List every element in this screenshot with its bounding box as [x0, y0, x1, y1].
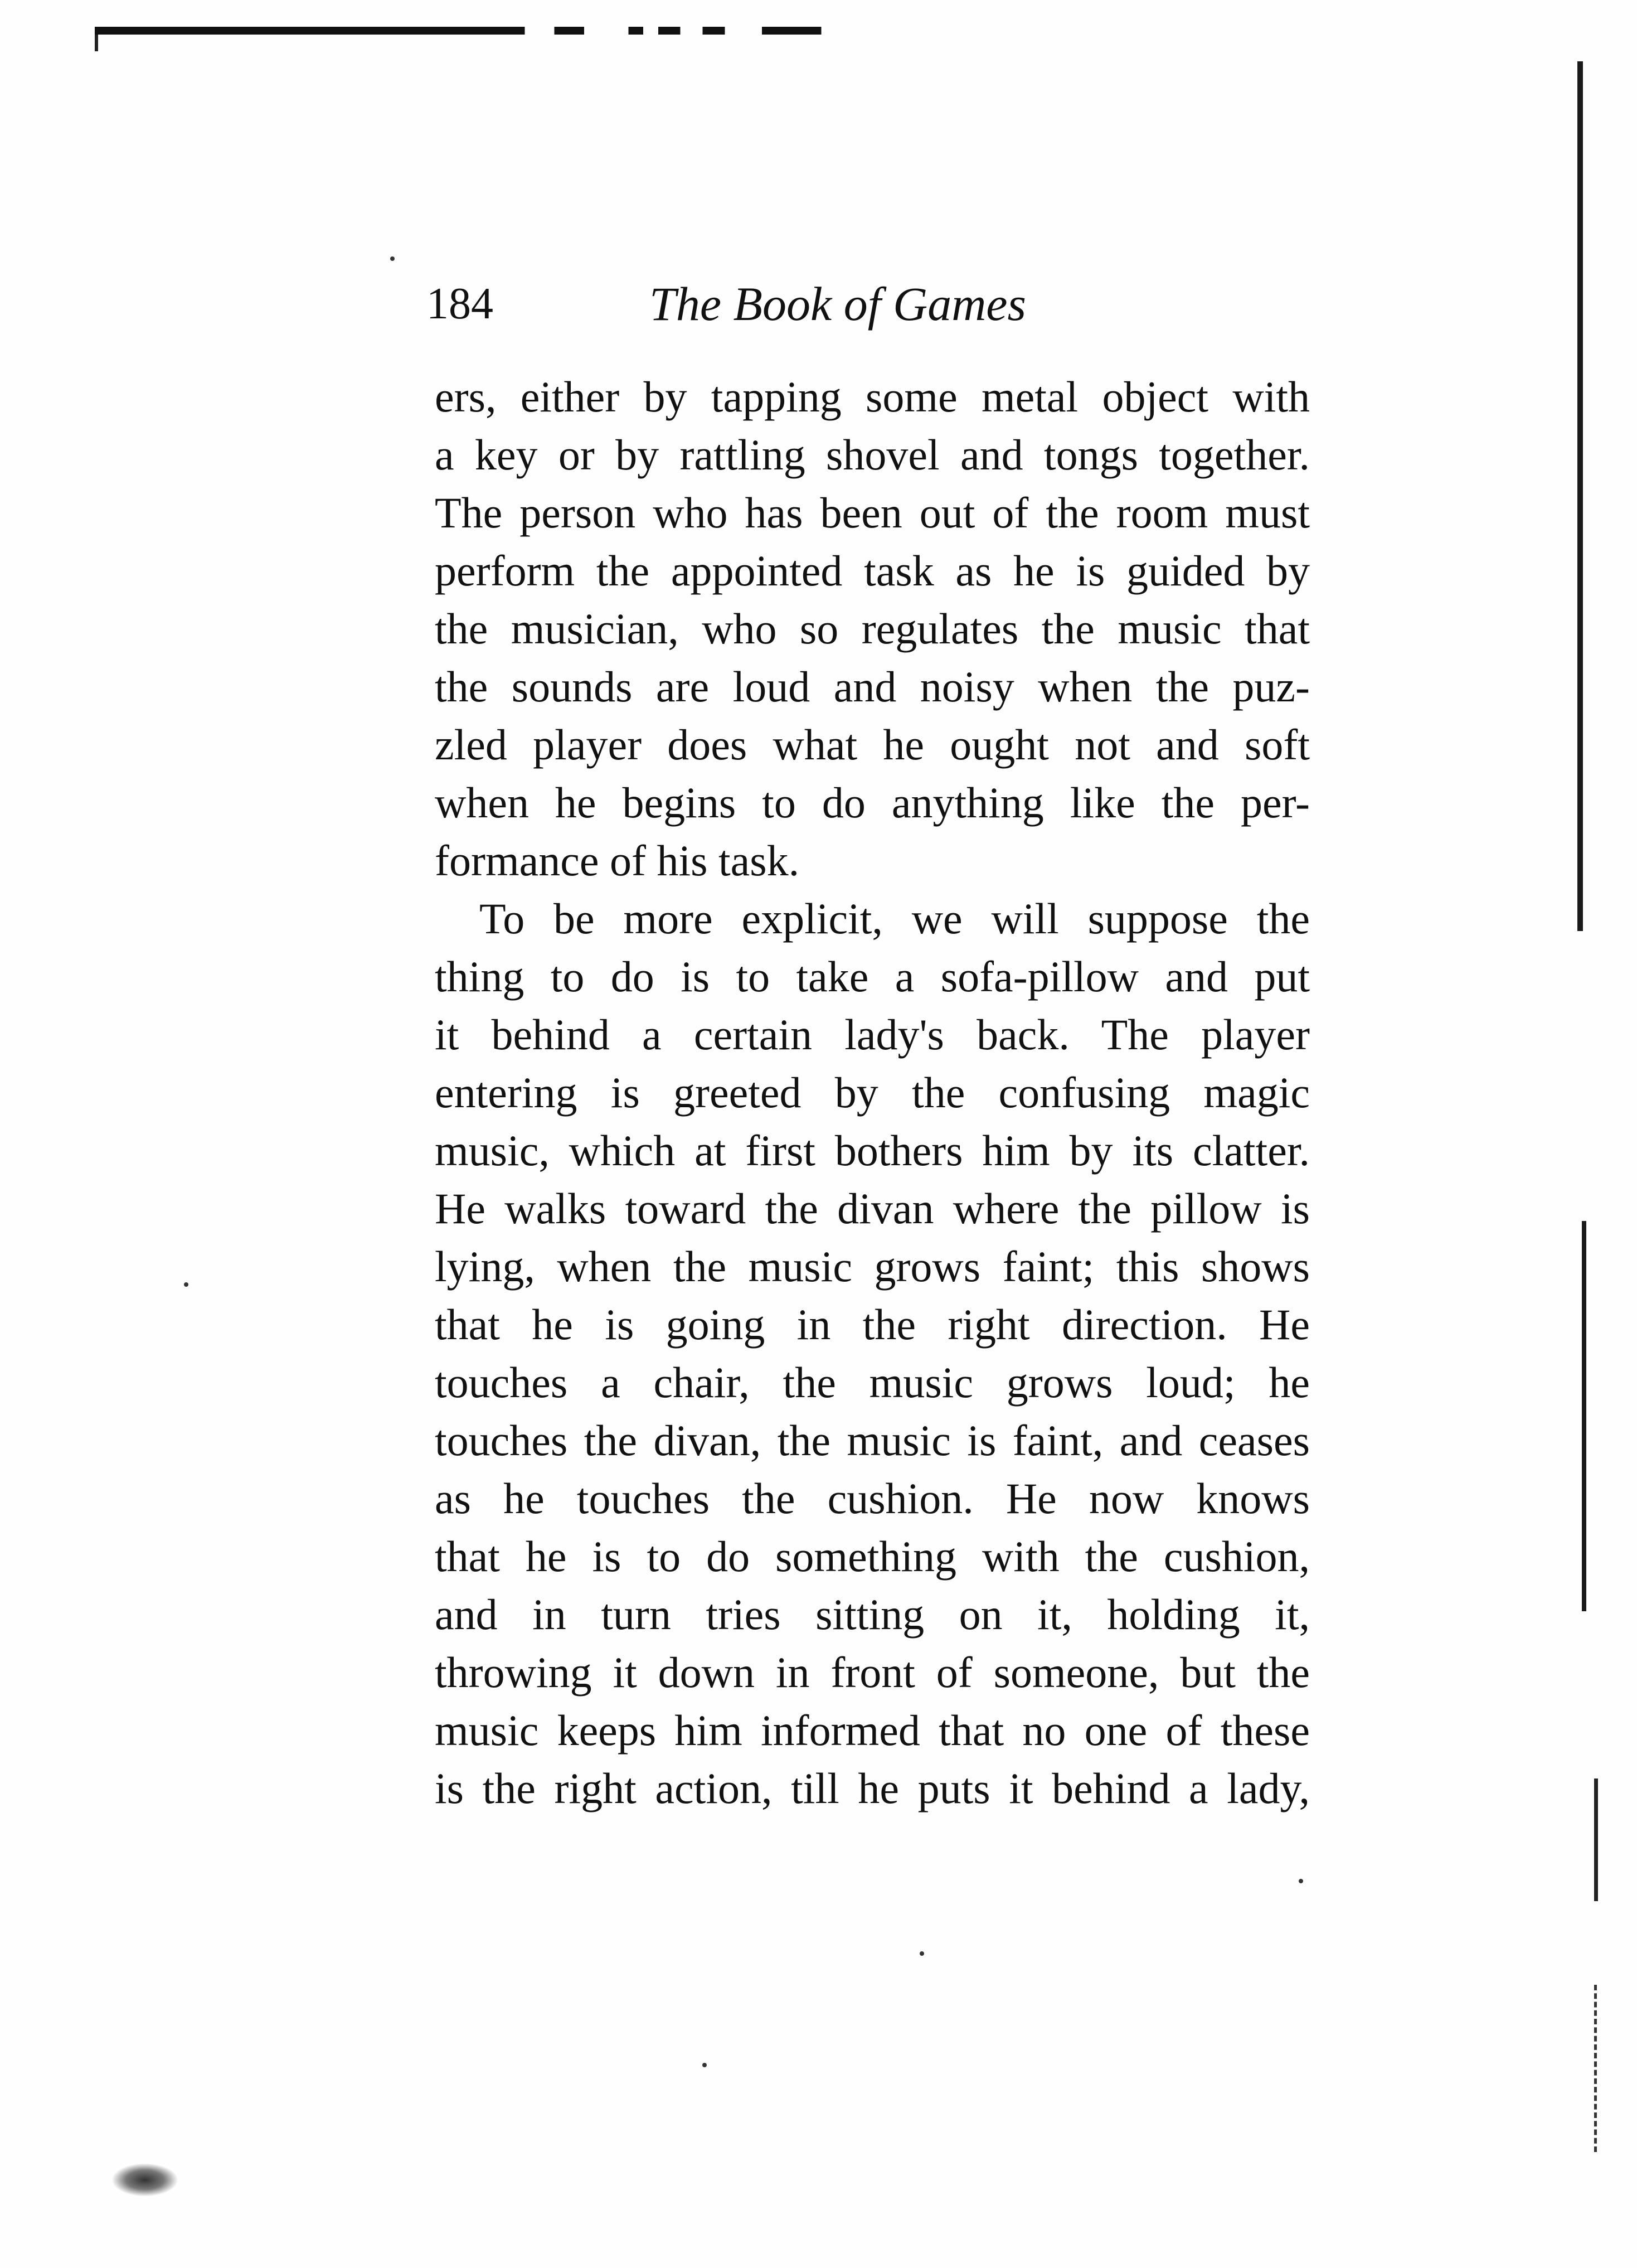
text-line: touches a chair, the music grows loud; he [435, 1358, 1310, 1407]
text-line: when he begins to do anything like the per- [435, 778, 1310, 827]
text-line: is the right action, till he puts it behind a lady, [435, 1764, 1310, 1813]
running-title: The Book of Games [649, 277, 1026, 331]
text-line: The person who has been out of the room must [435, 488, 1310, 537]
paragraph [435, 890, 1310, 1818]
text-line: formance of his task. [435, 836, 800, 885]
text-line: To be more explicit, we will suppose the [479, 894, 1310, 943]
page-number: 184 [426, 279, 493, 328]
text-line: He walks toward the divan where the pillow is [435, 1184, 1310, 1233]
text-line: the musician, who so regulates the music that [435, 604, 1310, 653]
text-line: it behind a certain lady's back. The player [435, 1010, 1310, 1059]
text-line: lying, when the music grows faint; this shows [435, 1242, 1310, 1291]
scan-edge-right-lower [1582, 1221, 1592, 1611]
text-line: entering is greeted by the confusing magic [435, 1068, 1310, 1117]
text-line: and in turn tries sitting on it, holding it, [435, 1590, 1310, 1639]
text-line: touches the divan, the music is faint, and ceases [435, 1416, 1310, 1465]
text-line: that he is to do something with the cushion, [435, 1532, 1310, 1581]
scan-edge-right-dashes [1594, 1985, 1600, 2152]
scan-speck [1299, 1879, 1303, 1883]
text-line: the sounds are loud and noisy when the puz- [435, 662, 1310, 711]
text-line: perform the appointed task as he is guided by [435, 546, 1310, 595]
scan-edge-right-mark [1594, 1778, 1602, 1901]
text-line: that he is going in the right direction. He [435, 1300, 1310, 1349]
scan-edge-top-stub [95, 35, 120, 51]
text-line: music, which at first bothers him by its clatter. [435, 1126, 1310, 1175]
text-line: music keeps him informed that no one of these [435, 1706, 1310, 1755]
text-line: a key or by rattling shovel and tongs together. [435, 430, 1310, 479]
scan-edge-top [95, 27, 836, 35]
scan-speck [390, 256, 395, 261]
paragraph [435, 368, 1310, 890]
text-line: as he touches the cushion. He now knows [435, 1474, 1310, 1523]
scan-speck [920, 1951, 924, 1956]
running-head [426, 273, 1307, 335]
scan-edge-right [1577, 61, 1590, 931]
body-text [435, 368, 1310, 1818]
scan-smudge [111, 2163, 178, 2197]
scan-speck [184, 1282, 188, 1287]
text-line: zled player does what he ought not and soft [435, 720, 1310, 769]
scan-speck [702, 2063, 707, 2067]
text-line: thing to do is to take a sofa-pillow and put [435, 952, 1310, 1001]
text-line: throwing it down in front of someone, but the [435, 1648, 1310, 1697]
text-line: ers, either by tapping some metal object with [435, 372, 1310, 421]
